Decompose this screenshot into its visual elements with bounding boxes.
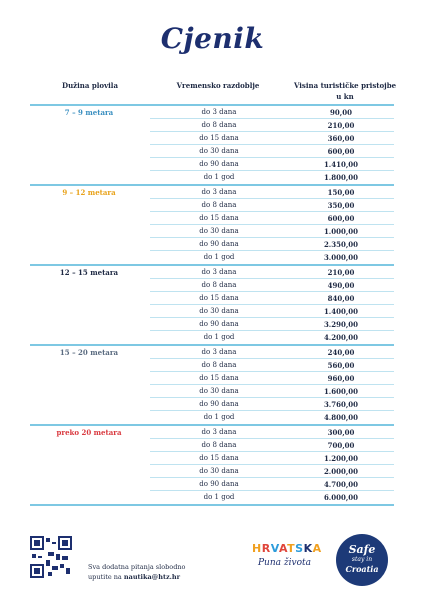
table-row xyxy=(30,212,394,225)
table-row xyxy=(30,426,394,439)
croatia-logo-tagline: Puna života xyxy=(258,558,311,568)
table-row xyxy=(30,465,394,478)
vessel-length-label: 15 – 20 metara xyxy=(59,348,119,357)
price-group xyxy=(30,184,394,264)
period-cell: do 1 god xyxy=(203,493,235,501)
badge-line1: Safe xyxy=(348,543,376,556)
period-cell: do 1 god xyxy=(203,173,235,181)
price-cell: 490,00 xyxy=(327,281,355,290)
period-cell: do 15 dana xyxy=(199,374,239,382)
table-row xyxy=(30,491,394,504)
table-row xyxy=(30,225,394,238)
period-cell: do 90 dana xyxy=(199,320,239,328)
logo-letter: V xyxy=(270,542,279,555)
period-cell: do 1 god xyxy=(203,253,235,261)
table-row xyxy=(30,346,394,359)
price-cell: 360,00 xyxy=(327,134,355,143)
price-cell: 1.200,00 xyxy=(323,454,359,463)
price-cell: 2.000,00 xyxy=(323,467,359,476)
period-cell: do 8 dana xyxy=(201,201,237,209)
price-cell: 210,00 xyxy=(327,268,355,277)
table-row xyxy=(30,106,394,119)
period-cell: do 90 dana xyxy=(199,160,239,168)
price-cell: 3.290,00 xyxy=(323,320,359,329)
period-cell: do 30 dana xyxy=(199,307,239,315)
table-row xyxy=(30,158,394,171)
period-cell: do 1 god xyxy=(203,333,235,341)
period-cell: do 8 dana xyxy=(201,281,237,289)
logo-letter: S xyxy=(295,542,304,555)
price-cell: 150,00 xyxy=(327,188,355,197)
table-row xyxy=(30,305,394,318)
table-row xyxy=(30,186,394,199)
price-cell: 600,00 xyxy=(327,214,355,223)
table-bottom-divider xyxy=(30,504,394,506)
period-cell: do 90 dana xyxy=(199,400,239,408)
header-length: Dužina plovila xyxy=(62,81,118,90)
table-row xyxy=(30,359,394,372)
period-cell: do 15 dana xyxy=(199,454,239,462)
logo-letter: A xyxy=(312,542,322,555)
safe-stay-badge xyxy=(336,534,388,586)
price-cell: 2.350,00 xyxy=(323,240,359,249)
period-cell: do 3 dana xyxy=(201,108,237,116)
period-cell: do 90 dana xyxy=(199,240,239,248)
price-cell: 240,00 xyxy=(327,348,355,357)
table-row xyxy=(30,385,394,398)
header-price-line1: Visina turističke pristojbe xyxy=(293,81,397,90)
table-row xyxy=(30,279,394,292)
croatia-logo-wordmark xyxy=(252,542,322,555)
price-cell: 960,00 xyxy=(327,374,355,383)
footer xyxy=(0,532,425,592)
table-row xyxy=(30,266,394,279)
footer-text-prefix: uputite na xyxy=(88,573,124,581)
price-group xyxy=(30,104,394,184)
period-cell: do 8 dana xyxy=(201,361,237,369)
logo-letter: H xyxy=(252,542,262,555)
table-row xyxy=(30,199,394,212)
price-cell: 1.800,00 xyxy=(323,173,359,182)
period-cell: do 30 dana xyxy=(199,387,239,395)
price-group xyxy=(30,344,394,424)
price-cell: 90,00 xyxy=(330,108,352,117)
price-cell: 4.700,00 xyxy=(323,480,359,489)
table-row xyxy=(30,439,394,452)
footer-text-line2 xyxy=(88,572,218,582)
price-cell: 300,00 xyxy=(327,428,355,437)
email-link[interactable]: nautika@htz.hr xyxy=(123,573,181,581)
period-cell: do 15 dana xyxy=(199,294,239,302)
footer-text-line1: Sva dodatna pitanja slobodno xyxy=(88,563,186,571)
period-cell: do 3 dana xyxy=(201,348,237,356)
price-cell: 4.200,00 xyxy=(323,333,359,342)
price-cell: 840,00 xyxy=(327,294,355,303)
table-row xyxy=(30,318,394,331)
period-cell: do 30 dana xyxy=(199,227,239,235)
table-row xyxy=(30,398,394,411)
price-cell: 3.760,00 xyxy=(323,400,359,409)
price-cell: 3.000,00 xyxy=(323,253,359,262)
price-cell: 1.410,00 xyxy=(323,160,359,169)
price-cell: 1.400,00 xyxy=(323,307,359,316)
price-cell: 210,00 xyxy=(327,121,355,130)
period-cell: do 1 god xyxy=(203,413,235,421)
table-row xyxy=(30,145,394,158)
period-cell: do 90 dana xyxy=(199,480,239,488)
table-header xyxy=(0,78,425,104)
period-cell: do 3 dana xyxy=(201,268,237,276)
period-cell: do 15 dana xyxy=(199,134,239,142)
table-row xyxy=(30,478,394,491)
table-row xyxy=(30,171,394,184)
price-group xyxy=(30,264,394,344)
period-cell: do 30 dana xyxy=(199,467,239,475)
table-row xyxy=(30,292,394,305)
price-table xyxy=(30,104,394,506)
header-price xyxy=(285,80,405,102)
price-cell: 6.000,00 xyxy=(323,493,359,502)
table-row xyxy=(30,119,394,132)
logo-letter: K xyxy=(303,542,313,555)
header-period: Vremensko razdoblje xyxy=(176,81,260,90)
footer-contact-text xyxy=(88,562,218,582)
price-cell: 1.600,00 xyxy=(323,387,359,396)
price-cell: 1.000,00 xyxy=(323,227,359,236)
table-row xyxy=(30,372,394,385)
badge-line3: Croatia xyxy=(345,564,379,574)
price-cell: 350,00 xyxy=(327,201,355,210)
price-cell: 4.800,00 xyxy=(323,413,359,422)
logo-letter: T xyxy=(287,542,296,555)
badge-line2: stay in xyxy=(351,556,373,563)
price-cell: 700,00 xyxy=(327,441,355,450)
page-title: Cjenik xyxy=(160,22,265,55)
table-row xyxy=(30,331,394,344)
table-row xyxy=(30,132,394,145)
period-cell: do 3 dana xyxy=(201,428,237,436)
vessel-length-label: 12 – 15 metara xyxy=(59,268,119,277)
logo-letter: A xyxy=(278,542,288,555)
period-cell: do 8 dana xyxy=(201,121,237,129)
vessel-length-label: preko 20 metara xyxy=(56,428,122,437)
price-cell: 600,00 xyxy=(327,147,355,156)
croatia-logo xyxy=(252,542,322,584)
qr-code-icon[interactable] xyxy=(30,536,72,578)
vessel-length-label: 7 – 9 metara xyxy=(64,108,114,117)
period-cell: do 30 dana xyxy=(199,147,239,155)
price-cell: 560,00 xyxy=(327,361,355,370)
price-group xyxy=(30,424,394,504)
table-row xyxy=(30,452,394,465)
period-cell: do 15 dana xyxy=(199,214,239,222)
table-row xyxy=(30,411,394,424)
header-price-line2: u kn xyxy=(336,92,354,101)
table-row xyxy=(30,238,394,251)
vessel-length-label: 9 – 12 metara xyxy=(62,188,116,197)
table-row xyxy=(30,251,394,264)
logo-letter: R xyxy=(261,542,271,555)
period-cell: do 3 dana xyxy=(201,188,237,196)
period-cell: do 8 dana xyxy=(201,441,237,449)
